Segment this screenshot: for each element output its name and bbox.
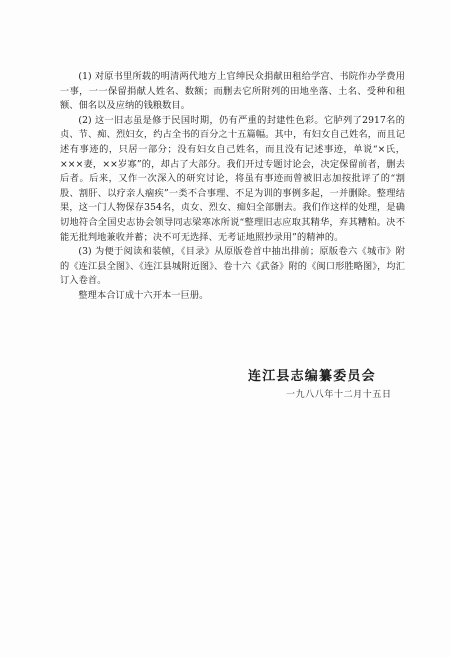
signature-block — [248, 368, 418, 401]
paragraph-3: (3) 为便于阅读和装帧，《目录》从原版卷首中抽出排前；原版卷六《城市》附的《连江县全图》、《连江县城附近图》、卷十六《武备》附的《闽口形胜略图》，均汇订入卷首。 — [60, 246, 405, 287]
document-body — [60, 70, 405, 304]
paragraph-4: 整理本合订成十六开本一巨册。 — [78, 289, 209, 301]
paragraph-1: (1) 对原书里所载的明清两代地方上官绅民众捐献田租给学宫、书院作办学费用一事，一一保留捐献人姓名、数额；而删去它所附列的田地坐落、土名、受种和租额、佃名以及应纳的钱粮数目。 — [60, 71, 405, 112]
organization-name: 连江县志编纂委员会 — [248, 369, 376, 384]
paragraph-2: (2) 这一旧志虽是修于民国时期，仍有严重的封建性色彩。它胪列了2917名的贞、节、痴、烈妇女，约占全书的百分之十五篇幅。其中，有妇女自己姓名，而且记述有事迹的，只居一部分；没有妇女自己姓名，而且没有记述事迹，单说“×氏，×××妻，××岁寡”的，却占了大部分。我们开过专题讨论会，决定保留前者，删去后者。后来，又作一次深入的研究讨论，将虽有事迹而曾被旧志加按批评了的“割股、割肝、以疗亲人痼疾”一类不合事理、不足为训的事例多起，一并删除。整理结果，这一门人物保存354名，贞女、烈女、痴妇全部删去。我们作这样的处理，是确切地符合全国史志协会领导同志梁寒冰所说“整理旧志应取其精华，弃其糟粕。决不能无批判地兼收并蓄；决不可无选择、无考证地照抄录用”的精神的。 — [60, 114, 405, 243]
signature-date: 一九八八年十二月十五日 — [286, 390, 392, 400]
